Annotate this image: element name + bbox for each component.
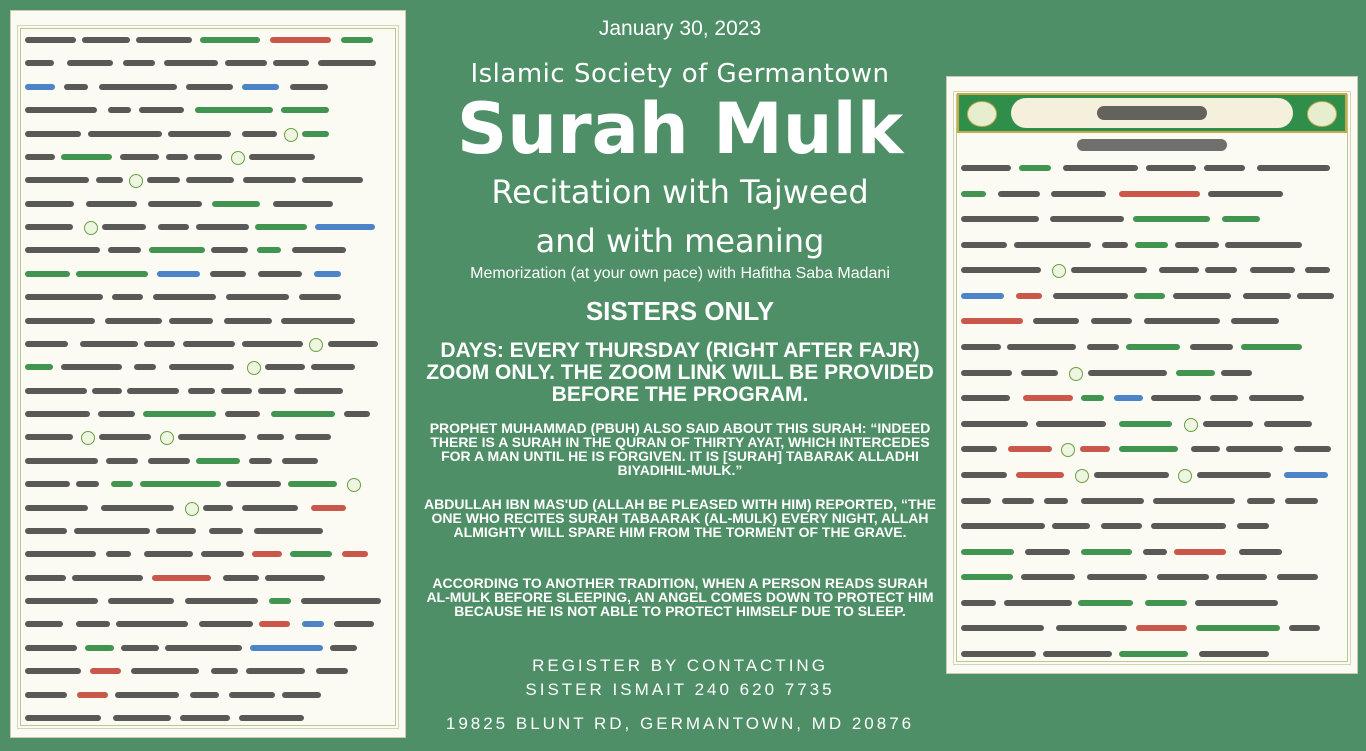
arabic-line — [25, 688, 391, 702]
ayah-marker-icon — [1184, 418, 1198, 432]
arabic-line — [961, 570, 1343, 584]
arabic-line — [961, 314, 1343, 328]
arabic-line — [25, 547, 391, 561]
arabic-line — [25, 80, 391, 94]
arabic-line — [961, 647, 1343, 661]
arabic-line — [25, 56, 391, 70]
hadith-quote-2: ABDULLAH IBN MAS'UD (ALLAH BE PLEASED WITH HIM) REPORTED, “THE ONE WHO RECITES SURAH TABAARAK (AL-MULK) EVERY NIGHT, ALLAH ALMIGHTY WILL SPARE HIM FROM THE TORMENT OF THE GRAVE. — [424, 496, 936, 540]
arabic-line — [25, 337, 391, 351]
ayah-marker-icon — [1178, 469, 1192, 483]
arabic-line — [25, 617, 391, 631]
arabic-line — [25, 594, 391, 608]
arabic-line — [961, 417, 1343, 431]
arabic-line — [961, 468, 1343, 482]
ayah-marker-icon — [81, 431, 95, 445]
ayah-marker-icon — [1069, 367, 1083, 381]
subtitle-line-2: and with meaning — [535, 222, 825, 260]
arabic-line — [961, 238, 1343, 252]
arabic-line — [25, 407, 391, 421]
arabic-line — [961, 494, 1343, 508]
arabic-line — [961, 366, 1343, 380]
arabic-line — [961, 621, 1343, 635]
arabic-line — [25, 384, 391, 398]
arabic-text-lines — [961, 161, 1343, 661]
event-title: Surah Mulk — [456, 88, 904, 170]
ornament-medallion — [967, 101, 997, 127]
arabic-line — [961, 212, 1343, 226]
ayah-marker-icon — [247, 361, 261, 375]
arabic-line — [25, 571, 391, 585]
page-header — [19, 13, 397, 23]
basmala-calligraphy — [1077, 139, 1227, 151]
ayah-marker-icon — [309, 338, 323, 352]
arabic-line — [25, 314, 391, 328]
arabic-line — [961, 442, 1343, 456]
arabic-line — [25, 641, 391, 655]
ayah-marker-icon — [84, 221, 98, 235]
arabic-line — [961, 596, 1343, 610]
schedule-info: DAYS: EVERY THURSDAY (RIGHT AFTER FAJR) ZOOM ONLY. THE ZOOM LINK WILL BE PROVIDED BEFORE THE PROGRAM. — [426, 339, 934, 406]
arabic-line — [961, 263, 1343, 277]
arabic-line — [25, 290, 391, 304]
arabic-line — [25, 477, 391, 491]
ayah-marker-icon — [129, 174, 143, 188]
memorization-note: Memorization (at your own pace) with Hafitha Saba Madani — [470, 265, 890, 282]
arabic-line — [25, 664, 391, 678]
arabic-line — [25, 103, 391, 117]
contact-phone: SISTER ISMAIT 240 620 7735 — [525, 680, 835, 699]
ayah-marker-icon — [231, 151, 245, 165]
surah-name-calligraphy — [1011, 98, 1293, 128]
event-address: 19825 BLUNT RD, GERMANTOWN, MD 20876 — [445, 714, 915, 733]
organization-name: Islamic Society of Germantown — [470, 59, 890, 89]
arabic-line — [25, 127, 391, 141]
quran-page-right-image — [946, 76, 1358, 674]
arabic-line — [25, 711, 391, 725]
surah-title-banner — [957, 93, 1347, 133]
register-instruction: REGISTER BY CONTACTING — [532, 656, 828, 675]
hadith-quote-3: ACCORDING TO ANOTHER TRADITION, WHEN A PERSON READS SURAH AL-MULK BEFORE SLEEPING, AN ANGEL COMES DOWN TO PROTECT HIM BECAUSE HE IS NOT ABLE TO PROTECT HIMSELF DUE TO SLEEP. — [426, 575, 934, 619]
arabic-line — [961, 340, 1343, 354]
arabic-line — [25, 220, 391, 234]
event-date: January 30, 2023 — [598, 17, 762, 40]
arabic-line — [25, 173, 391, 187]
arabic-line — [25, 150, 391, 164]
arabic-text-lines — [25, 33, 391, 725]
arabic-line — [25, 524, 391, 538]
ayah-marker-icon — [1061, 443, 1075, 457]
ayah-marker-icon — [284, 128, 298, 142]
arabic-line — [25, 197, 391, 211]
arabic-line — [961, 161, 1343, 175]
ayah-marker-icon — [1075, 469, 1089, 483]
hadith-quote-1: PROPHET MUHAMMAD (PBUH) ALSO SAID ABOUT THIS SURAH: “INDEED THERE IS A SURAH IN THE QURAN OF THIRTY AYAT, WHICH INTERCEDES FOR A MAN UNTIL HE IS FORGIVEN. IT IS [SURAH] TABARAK ALLADHI BIYADIHIL-MULK.” — [429, 420, 931, 478]
arabic-line — [25, 33, 391, 47]
arabic-line — [25, 267, 391, 281]
ayah-marker-icon — [1052, 264, 1066, 278]
arabic-line — [961, 545, 1343, 559]
arabic-line — [25, 454, 391, 468]
quran-page-left-image — [10, 10, 406, 738]
page-header — [955, 79, 1349, 89]
ornament-medallion — [1307, 101, 1337, 127]
audience-label: SISTERS ONLY — [585, 296, 775, 326]
arabic-line — [961, 519, 1343, 533]
ayah-marker-icon — [185, 502, 199, 516]
subtitle-line-1: Recitation with Tajweed — [491, 173, 869, 211]
arabic-line — [961, 391, 1343, 405]
ayah-marker-icon — [347, 478, 361, 492]
arabic-line — [25, 360, 391, 374]
arabic-line — [25, 501, 391, 515]
arabic-line — [25, 243, 391, 257]
arabic-line — [961, 289, 1343, 303]
arabic-line — [25, 430, 391, 444]
ayah-marker-icon — [160, 431, 174, 445]
arabic-line — [961, 187, 1343, 201]
